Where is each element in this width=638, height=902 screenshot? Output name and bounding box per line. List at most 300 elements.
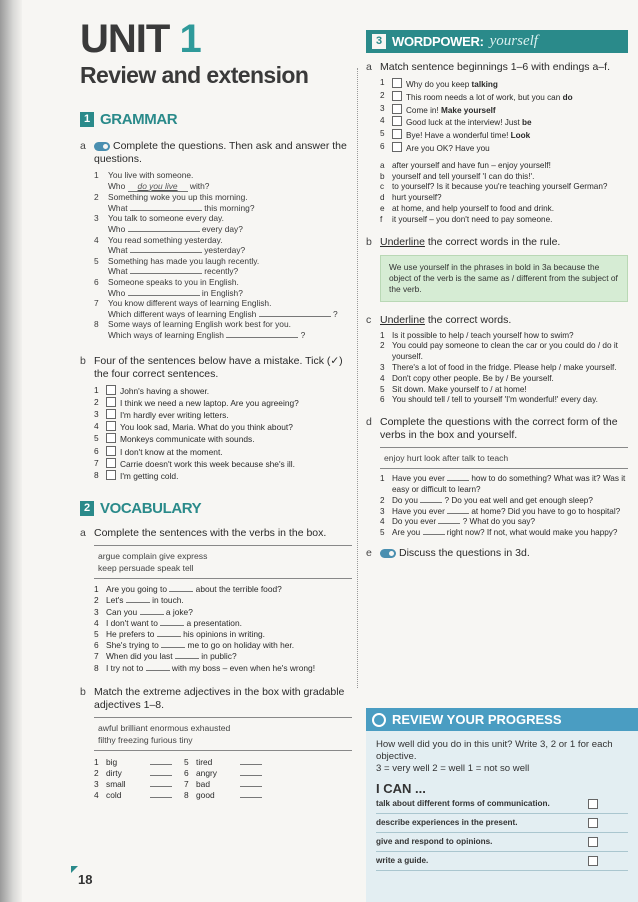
- answer-blank[interactable]: [130, 252, 202, 253]
- complete-start: Do you: [392, 495, 418, 505]
- vocabulary-heading: [80, 500, 352, 517]
- item-number: 5: [380, 528, 385, 538]
- item-number: 2: [380, 341, 385, 351]
- underline-item: [380, 341, 628, 363]
- tick-item: [94, 470, 352, 482]
- gap-item: [94, 640, 352, 651]
- beginning-body: [392, 129, 628, 142]
- question-body: [108, 213, 352, 234]
- sentence-text: You look sad, Maria. What do you think about?: [120, 422, 293, 433]
- tick-checkbox[interactable]: [106, 470, 116, 480]
- question-body: [108, 235, 352, 256]
- beginning-text: This room needs a lot of work, but you can: [406, 92, 563, 102]
- grammar-title: GRAMMAR: [100, 111, 178, 128]
- tick-body: [106, 433, 352, 445]
- grammar-task-b: [80, 355, 352, 381]
- adjective-column: [94, 757, 184, 802]
- question-line: [108, 266, 352, 277]
- answer-blank[interactable]: [146, 670, 170, 671]
- question-start: What: [108, 266, 128, 277]
- tick-checkbox[interactable]: [106, 385, 116, 395]
- answer-blank[interactable]: [438, 523, 460, 524]
- tick-item: [94, 421, 352, 433]
- item-number: 5: [380, 129, 385, 139]
- item-number: 6: [94, 276, 99, 287]
- beginning-item: [380, 91, 628, 104]
- task-letter: b: [80, 354, 86, 367]
- complete-item: [380, 507, 628, 518]
- complete-item: [380, 517, 628, 528]
- underline-word: Underline: [380, 313, 425, 326]
- question-end: ?: [300, 329, 306, 340]
- complete-start: Have you ever: [392, 506, 445, 516]
- tick-checkbox[interactable]: [106, 409, 116, 419]
- bold-phrase: Make yourself: [441, 105, 496, 115]
- question-end: in English?: [201, 287, 243, 298]
- gap-end: a joke?: [165, 606, 193, 617]
- question-line: [108, 245, 352, 256]
- question-stem: You talk to someone every day.: [108, 213, 224, 224]
- beginning-item: [380, 129, 628, 142]
- gap-body: [106, 663, 352, 674]
- adjective-word: small: [106, 779, 126, 790]
- task-instruction: Complete the questions with the correct form of the verbs in the box and yourself.: [380, 416, 618, 442]
- adjective-word: tired: [196, 756, 213, 767]
- task-letter: a: [80, 140, 86, 152]
- question-stem: You read something yesterday.: [108, 234, 223, 245]
- answer-blank[interactable]: [240, 764, 262, 765]
- answer-blank[interactable]: [130, 210, 202, 211]
- item-number: 3: [94, 606, 99, 617]
- task-letter: a: [80, 527, 86, 540]
- gap-body: [106, 629, 352, 640]
- question-body: [108, 256, 352, 277]
- item-number: 2: [94, 767, 99, 778]
- review-heading: [366, 708, 638, 731]
- question-stem: Someone speaks to you in English.: [108, 276, 239, 287]
- question-start: Which ways of learning English: [108, 329, 224, 340]
- question-stem: You live with someone.: [108, 170, 194, 180]
- beginning-body: [392, 116, 628, 129]
- adjective-word: bad: [196, 779, 210, 790]
- gap-start: I try not to: [106, 662, 144, 673]
- gap-start: When did you last: [106, 651, 173, 662]
- item-number: 7: [94, 457, 99, 468]
- ending-item: [380, 161, 628, 172]
- adjective-item: [94, 779, 184, 790]
- score-box[interactable]: [588, 799, 598, 809]
- task-letter: e: [366, 546, 372, 559]
- beginning-item: [380, 104, 628, 117]
- answer-box[interactable]: [392, 142, 402, 152]
- tick-body: [106, 470, 352, 482]
- item-number: 4: [94, 234, 99, 245]
- adjective-column: [184, 757, 274, 802]
- question-line: [108, 224, 352, 235]
- objective-row: [376, 833, 628, 852]
- review-scale: 3 = very well 2 = well 1 = not so well: [376, 763, 530, 774]
- tick-item: [94, 458, 352, 470]
- beginning-text: Come in!: [406, 105, 442, 115]
- tick-checkbox[interactable]: [106, 397, 116, 407]
- ending-text: to yourself? Is it because you're teaching yourself German?: [392, 182, 608, 192]
- tick-item: [94, 433, 352, 445]
- task-instruction: Four of the sentences below have a mistake. Tick (✓) the four correct sentences.: [94, 354, 343, 380]
- question-line: [108, 203, 352, 214]
- tick-checkbox[interactable]: [106, 446, 116, 456]
- gap-body: [106, 607, 352, 618]
- adjective-item: [94, 790, 184, 801]
- gap-item: [94, 595, 352, 606]
- answer-blank[interactable]: [226, 337, 298, 338]
- sentence-text: I think we need a new laptop. Are you agreeing?: [120, 397, 299, 408]
- beginning-text: Are you OK? Have you: [406, 143, 490, 153]
- task-letter: d: [366, 416, 372, 429]
- adjective-item: [94, 768, 184, 779]
- adjective-word: big: [106, 756, 118, 767]
- item-number: 5: [94, 628, 99, 639]
- score-box[interactable]: [588, 856, 598, 866]
- question-item: [94, 298, 352, 319]
- answer-blank[interactable]: [240, 775, 262, 776]
- adjective-item: [184, 757, 274, 768]
- answer-blank[interactable]: [128, 295, 200, 296]
- wordpower-a-beginnings: [380, 78, 628, 155]
- item-number: 1: [94, 170, 99, 180]
- complete-end: at home? Did you have to go to hospital?: [471, 506, 621, 516]
- answer-blank[interactable]: [175, 658, 199, 659]
- question-body: [108, 170, 352, 192]
- wordpower-c-list: [380, 331, 628, 407]
- gap-end: in public?: [201, 651, 237, 662]
- question-body: [108, 298, 352, 319]
- gap-start: Let's: [106, 595, 124, 606]
- sentence-text: Monkeys communicate with sounds.: [120, 434, 255, 445]
- task-instruction: Complete the questions. Then ask and answer the questions.: [94, 140, 347, 165]
- underline-item: [380, 395, 628, 406]
- wordpower-task-e: [366, 547, 628, 560]
- review-question: How well did you do in this unit? Write 3, 2 or 1 for each objective.: [376, 739, 613, 762]
- item-letter: d: [380, 193, 385, 203]
- tick-body: [106, 397, 352, 409]
- adjective-item: [184, 779, 274, 790]
- question-item: [94, 319, 352, 340]
- task-instruction: Match sentence beginnings 1–6 with endings a–f.: [380, 61, 610, 73]
- question-item: [94, 235, 352, 256]
- answer-blank[interactable]: [160, 625, 184, 626]
- question-body: [108, 192, 352, 213]
- sentence-text: I'm getting cold.: [120, 470, 179, 481]
- item-number: 6: [94, 445, 99, 456]
- answer-blank[interactable]: [150, 764, 172, 765]
- tick-body: [106, 409, 352, 421]
- word-box-line: argue complain give express: [98, 551, 208, 562]
- tick-checkbox[interactable]: [106, 458, 116, 468]
- wordpower-task-d: [366, 416, 628, 442]
- progress-icon: [372, 713, 386, 727]
- verbs-word-box: enjoy hurt look after talk to teach: [380, 447, 628, 469]
- underline-text: You could pay someone to clean the car or you could do / do it yourself.: [392, 341, 618, 362]
- ending-text: it yourself – you don't need to pay someone.: [392, 214, 553, 224]
- question-item: [94, 192, 352, 213]
- complete-start: Do you ever: [392, 517, 437, 527]
- beginning-body: [392, 142, 628, 155]
- item-number: 5: [380, 384, 385, 394]
- vocabulary-number: 2: [80, 501, 94, 516]
- beginning-text: Bye! Have a wonderful time!: [406, 131, 511, 141]
- item-number: 2: [380, 90, 385, 100]
- gap-start: She's trying to: [106, 640, 159, 651]
- adjective-body: [196, 768, 274, 779]
- vocabulary-title: VOCABULARY: [100, 500, 202, 518]
- gap-item: [94, 584, 352, 595]
- objective-text: talk about different forms of communication.: [376, 799, 550, 808]
- item-number: 4: [380, 116, 385, 126]
- tick-item: [94, 446, 352, 458]
- audio-icon[interactable]: [94, 142, 110, 151]
- question-end: ?: [333, 308, 338, 319]
- grammar-a-list: [94, 170, 352, 341]
- adjective-word: good: [196, 790, 215, 801]
- right-column: [366, 30, 628, 560]
- answer-box[interactable]: [392, 104, 402, 114]
- task-instruction: Complete the sentences with the verbs in the box.: [94, 527, 327, 540]
- unit-title: [80, 18, 352, 60]
- adjective-item: [94, 757, 184, 768]
- question-end: every day?: [201, 223, 243, 234]
- wordpower-task-a: [366, 61, 628, 74]
- ending-text: yourself and tell yourself 'I can do this!'.: [392, 171, 535, 181]
- ending-item: [380, 215, 628, 226]
- item-number: 1: [380, 474, 385, 484]
- item-number: 5: [94, 433, 99, 444]
- sentence-text: I'm hardly ever writing letters.: [120, 409, 229, 420]
- ending-item: [380, 182, 628, 193]
- question-body: [108, 319, 352, 340]
- grammar-number: 1: [80, 112, 94, 127]
- item-number: 8: [184, 790, 189, 801]
- adjective-body: [106, 757, 184, 768]
- answer-blank[interactable]: [128, 231, 200, 232]
- answer-blank[interactable]: [126, 602, 150, 603]
- answer-blank[interactable]: [420, 502, 442, 503]
- item-number: 5: [184, 756, 189, 767]
- wordpower-task-c: [366, 314, 628, 327]
- adjective-match-grid: [94, 757, 352, 802]
- item-letter: c: [380, 182, 385, 192]
- answer-box[interactable]: [392, 91, 402, 101]
- gap-item: [94, 663, 352, 674]
- gap-end: with my boss – even when he's wrong!: [171, 662, 316, 673]
- complete-body: [392, 507, 628, 518]
- item-letter: e: [380, 203, 385, 213]
- unit-subtitle: Review and extension: [80, 62, 309, 88]
- gap-start: Are you going to: [106, 584, 167, 595]
- tick-body: [106, 458, 352, 470]
- item-number: 1: [94, 584, 99, 595]
- item-number: 1: [94, 756, 99, 767]
- score-box[interactable]: [588, 818, 598, 828]
- item-number: 4: [94, 790, 99, 801]
- wordpower-title: WORDPOWER:: [392, 34, 484, 49]
- answer-blank[interactable]: [240, 786, 262, 787]
- item-number: 4: [94, 617, 99, 628]
- item-number: 6: [380, 141, 385, 151]
- vocabulary-task-a: [80, 527, 352, 540]
- item-letter: a: [380, 160, 385, 170]
- ending-item: [380, 172, 628, 183]
- gap-end: his opinions in writing.: [183, 628, 266, 639]
- answer-blank[interactable]: [140, 614, 164, 615]
- adjective-body: [196, 779, 274, 790]
- gap-end: about the terrible food?: [195, 584, 282, 595]
- underline-text: There's a lot of food in the fridge. Please help / make yourself.: [392, 362, 617, 372]
- wordpower-a-endings: [380, 161, 628, 226]
- bold-phrase: do: [562, 92, 573, 102]
- question-end: with?: [189, 180, 210, 191]
- beginning-body: [392, 91, 628, 104]
- ending-text: at home, and help yourself to food and drink.: [392, 203, 555, 213]
- item-letter: b: [380, 171, 385, 181]
- word-box-line: keep persuade speak tell: [98, 563, 194, 574]
- review-panel: [366, 708, 638, 902]
- task-instruction: Discuss the questions in 3d.: [399, 546, 530, 559]
- question-start: Who: [108, 223, 126, 234]
- answer-box[interactable]: [392, 129, 402, 139]
- answer-blank[interactable]: [130, 273, 202, 274]
- item-number: 7: [94, 651, 99, 662]
- adjective-body: [196, 790, 274, 801]
- task-instruction: the correct words in the rule.: [424, 235, 561, 248]
- objective-text: describe experiences in the present.: [376, 818, 518, 827]
- wordpower-number: 3: [372, 34, 386, 49]
- beginning-body: [392, 104, 628, 117]
- verb-word-box: [94, 545, 352, 579]
- adjective-word: angry: [196, 767, 217, 778]
- item-number: 7: [94, 298, 99, 309]
- answer-blank[interactable]: [150, 775, 172, 776]
- item-number: 3: [380, 103, 385, 113]
- question-item: [94, 256, 352, 277]
- adjective-body: [106, 768, 184, 779]
- vocabulary-task-b: [80, 686, 352, 712]
- beginning-item: [380, 78, 628, 91]
- answer-blank[interactable]: [240, 797, 262, 798]
- page-number: 18: [78, 872, 93, 887]
- item-number: 8: [94, 319, 99, 330]
- task-letter: c: [366, 313, 372, 326]
- question-line: [108, 288, 352, 299]
- answer-blank[interactable]: [169, 591, 193, 592]
- answer-box[interactable]: [392, 116, 402, 126]
- item-number: 3: [94, 408, 99, 419]
- complete-start: Have you ever: [392, 474, 445, 484]
- complete-end: ? What do you say?: [462, 517, 536, 527]
- tick-checkbox[interactable]: [106, 433, 116, 443]
- sentence-text: I don't know at the moment.: [120, 446, 223, 457]
- question-stem: Some ways of learning English work best for you.: [108, 319, 291, 330]
- complete-end: ? Do you eat well and get enough sleep?: [444, 495, 593, 505]
- question-line: [108, 309, 352, 320]
- unit-label: UNIT: [80, 17, 170, 61]
- tick-item: [94, 397, 352, 409]
- complete-body: [392, 496, 628, 507]
- answer-blank[interactable]: [447, 480, 469, 481]
- item-number: 4: [94, 421, 99, 432]
- question-start: Who: [108, 180, 126, 191]
- question-item: [94, 213, 352, 234]
- underline-text: Don't copy other people. Be by / Be yourself.: [392, 373, 554, 383]
- question-line: [108, 181, 352, 193]
- underline-item: [380, 331, 628, 342]
- gap-start: He prefers to: [106, 628, 155, 639]
- underline-text: You should tell / tell to yourself 'I'm wonderful!' every day.: [392, 395, 598, 405]
- objective-row: [376, 852, 628, 871]
- beginning-body: [392, 78, 628, 91]
- item-number: 2: [380, 495, 385, 505]
- tick-body: [106, 421, 352, 433]
- answer-blank[interactable]: [423, 534, 445, 535]
- wordpower-d-list: [380, 474, 628, 539]
- answer-blank[interactable]: [157, 636, 181, 637]
- bold-phrase: talking: [471, 80, 498, 89]
- gap-item: [94, 629, 352, 640]
- gap-start: Can you: [106, 606, 138, 617]
- bold-phrase: be: [522, 118, 532, 128]
- question-start: Which different ways of learning English: [108, 308, 257, 319]
- question-body: [108, 277, 352, 298]
- answer-blank[interactable]: [447, 513, 469, 514]
- complete-item: [380, 528, 628, 539]
- tick-checkbox[interactable]: [106, 421, 116, 431]
- answer-blank[interactable]: [150, 786, 172, 787]
- underline-text: Is it possible to help / teach yourself how to swim?: [392, 330, 574, 340]
- answer-blank[interactable]: [259, 316, 331, 317]
- beginning-item: [380, 116, 628, 129]
- item-number: 8: [94, 662, 99, 673]
- tick-body: [106, 385, 352, 397]
- beginning-text: Why do you keep: [406, 80, 472, 89]
- underline-word: Underline: [380, 235, 425, 248]
- underline-item: [380, 374, 628, 385]
- item-number: 1: [380, 330, 385, 340]
- left-column: [80, 18, 352, 802]
- item-number: 3: [380, 506, 385, 516]
- adjective-body: [106, 790, 184, 801]
- gap-end: in touch.: [152, 595, 184, 606]
- answer-box[interactable]: [392, 78, 402, 88]
- score-box[interactable]: [588, 837, 598, 847]
- answer-blank[interactable]: do you live: [128, 181, 188, 193]
- objective-list: [376, 795, 628, 871]
- review-body: [366, 731, 638, 879]
- gap-item: [94, 607, 352, 618]
- ending-item: [380, 193, 628, 204]
- audio-icon[interactable]: [380, 549, 396, 558]
- adjective-word: cold: [106, 790, 122, 801]
- complete-item: [380, 496, 628, 507]
- question-line: [108, 330, 352, 341]
- word-box-line: awful brilliant enormous exhausted: [98, 722, 231, 733]
- tick-item: [94, 385, 352, 397]
- item-number: 8: [94, 469, 99, 480]
- question-end: this morning?: [204, 202, 255, 213]
- answer-blank[interactable]: [161, 647, 185, 648]
- complete-end: how to do something? What was it? Was it easy or difficult to learn?: [392, 474, 626, 494]
- question-end: yesterday?: [204, 245, 246, 256]
- bold-phrase: Look: [510, 131, 531, 141]
- answer-blank[interactable]: [150, 797, 172, 798]
